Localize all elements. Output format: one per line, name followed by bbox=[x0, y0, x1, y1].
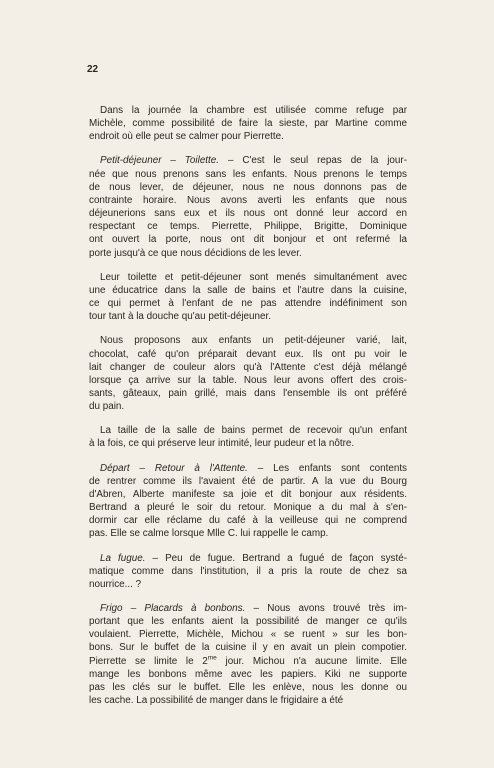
line-text: pas les clés sur le buffet. Elle les enlève, nous les donne ou bbox=[89, 681, 407, 693]
line-text: – Nous avons trouvé très im- bbox=[245, 603, 407, 614]
text-line bbox=[89, 334, 407, 347]
text-line bbox=[89, 194, 407, 207]
text-line bbox=[89, 374, 407, 387]
text-line bbox=[89, 154, 407, 167]
line-text: nourrice... ? bbox=[89, 578, 142, 590]
text-line bbox=[89, 284, 407, 297]
paragraph bbox=[89, 552, 407, 591]
line-text: à la fois, ce qui préserve leur intimité, leur pudeur et la nôtre. bbox=[89, 438, 355, 450]
line-text: une éducatrice dans la salle de bains et l'autre dans la cuisine, bbox=[89, 284, 407, 296]
text-line bbox=[89, 437, 407, 450]
line-text: d'Abren, Alberte manifeste sa joie et dit bonjour aux résidents. bbox=[89, 488, 407, 500]
line-text: née que nous prenons sans les enfants. Nous prenons le temps bbox=[89, 168, 407, 180]
line-text: de rentrer comme ils l'avaient été de partir. A la vue du Bourg bbox=[89, 475, 407, 487]
line-text: endroit où elle peut se calmer pour Pierrette. bbox=[89, 131, 284, 143]
line-text: dormir car elle réclame du café à la veilleuse qui ne comprend bbox=[89, 515, 407, 527]
section-heading: Départ – Retour à l'Attente. bbox=[100, 462, 248, 474]
text-line bbox=[89, 220, 407, 233]
line-text: lorsque ça arrive sur la table. Nous leur avons offert des crois- bbox=[89, 374, 407, 386]
line-text: Dans la journée la chambre est utilisée comme refuge par bbox=[100, 105, 407, 116]
text-line bbox=[89, 615, 407, 628]
line-text: du pain. bbox=[89, 401, 125, 413]
line-text: Pierrette se limite le 2 bbox=[89, 655, 208, 667]
text-line bbox=[89, 501, 407, 514]
text-line bbox=[89, 424, 407, 437]
line-text: – Les enfants sont contents bbox=[247, 462, 407, 474]
text-line bbox=[89, 168, 407, 181]
text-line bbox=[89, 681, 407, 694]
text-line bbox=[89, 565, 407, 578]
text-line bbox=[89, 361, 407, 374]
text-line bbox=[89, 233, 407, 246]
paragraph bbox=[89, 424, 407, 450]
line-text: chocolat, café qu'on préparait devant eux. Ils ont pu voir le bbox=[89, 348, 407, 360]
text-line bbox=[89, 348, 407, 361]
line-text: matique comme dans l'institution, il a pris la route de chez sa bbox=[89, 565, 407, 577]
text-line bbox=[89, 488, 407, 501]
text-line bbox=[89, 310, 407, 323]
line-text: bons. Sur le buffet de la cuisine il y en avait un plein compotier. bbox=[89, 642, 407, 654]
paragraph bbox=[89, 271, 407, 324]
paragraph bbox=[89, 602, 407, 707]
line-text: La taille de la salle de bains permet de recevoir qu'un enfant bbox=[100, 425, 407, 437]
text-line bbox=[89, 462, 407, 475]
paragraph bbox=[89, 154, 407, 259]
text-line bbox=[89, 655, 407, 668]
page-number: 22 bbox=[87, 64, 99, 75]
text-line bbox=[89, 641, 407, 654]
text-line bbox=[89, 578, 407, 591]
text-line bbox=[89, 117, 407, 130]
section-heading: Petit-déjeuner – Toilette. bbox=[100, 155, 220, 167]
section-heading: La fugue. bbox=[100, 552, 146, 564]
text-line bbox=[89, 514, 407, 527]
line-text: déjeunerions sans eux et ils nous ont donné leur accord en bbox=[89, 208, 407, 220]
line-text: Bertrand a pleuré le soir du retour. Monique a du mal à s'en- bbox=[89, 502, 407, 514]
line-text: sants, gâteaux, pain grillé, mais dans l'ensemble ils ont préféré bbox=[89, 387, 407, 399]
section-heading: Frigo – Placards à bonbons. bbox=[100, 603, 246, 614]
text-line bbox=[89, 271, 407, 284]
text-line bbox=[89, 130, 407, 143]
line-text: porte jusqu'à ce que nous décidions de les lever. bbox=[89, 247, 302, 259]
line-text: ont ouvert la porte, nous ont dit bonjour et ont refermé la bbox=[89, 234, 407, 246]
text-line bbox=[89, 668, 407, 681]
text-line bbox=[89, 628, 407, 641]
line-text: lait changer de couleur alors qu'à l'Attente c'est déjà mélangé bbox=[89, 361, 407, 373]
line-text: jour. Michou n'a aucune limite. Elle bbox=[216, 655, 407, 667]
paragraph bbox=[89, 462, 407, 541]
text-line bbox=[89, 475, 407, 488]
text-line bbox=[89, 527, 407, 540]
line-text: – Peu de fugue. Bertrand a fugué de façon systé- bbox=[145, 552, 407, 564]
line-text: Nous proposons aux enfants un petit-déjeuner varié, lait, bbox=[100, 335, 407, 347]
text-line bbox=[89, 552, 407, 565]
line-text: – C'est le seul repas de la jour- bbox=[219, 155, 407, 167]
superscript: me bbox=[207, 654, 217, 662]
line-text: contrainte horaire. Nous avons averti les enfants que nous bbox=[89, 194, 407, 206]
text-line bbox=[89, 207, 407, 220]
line-text: mange les bonbons même avec les papiers. Kiki ne supporte bbox=[89, 668, 407, 680]
text-line bbox=[89, 387, 407, 400]
line-text: respectant ce temps. Pierrette, Philippe, Brigitte, Dominique bbox=[89, 221, 407, 233]
paragraph bbox=[89, 104, 407, 143]
line-text: Michèle, comme possibilité de faire la sieste, par Martine comme bbox=[89, 118, 407, 130]
line-text: voulaient. Pierrette, Michèle, Michou « se ruent » sur les bon- bbox=[89, 629, 407, 641]
line-text: ce qui permet à l'enfant de ne pas attendre indéfiniment son bbox=[89, 298, 407, 310]
paragraph bbox=[89, 334, 407, 413]
line-text: tour tant à la douche qu'au petit-déjeuner. bbox=[89, 311, 271, 323]
text-line bbox=[89, 181, 407, 194]
line-text: les cache. La possibilité de manger dans le frigidaire a été bbox=[89, 695, 344, 707]
text-line bbox=[89, 400, 407, 413]
text-line bbox=[89, 694, 407, 707]
line-text: Leur toilette et petit-déjeuner sont menés simultanément avec bbox=[100, 271, 407, 283]
line-text: portant que les enfants aient la possibilité de manger ce qu'ils bbox=[89, 616, 407, 628]
text-line bbox=[89, 602, 407, 615]
text-line bbox=[89, 297, 407, 310]
text-line bbox=[89, 104, 407, 117]
text-line bbox=[89, 247, 407, 260]
line-text: pas. Elle se calme lorsque Mlle C. lui rappelle le camp. bbox=[89, 528, 329, 540]
body-text bbox=[89, 104, 407, 718]
line-text: de nous lever, de déjeuner, nous ne nous donnons pas de bbox=[89, 181, 407, 193]
